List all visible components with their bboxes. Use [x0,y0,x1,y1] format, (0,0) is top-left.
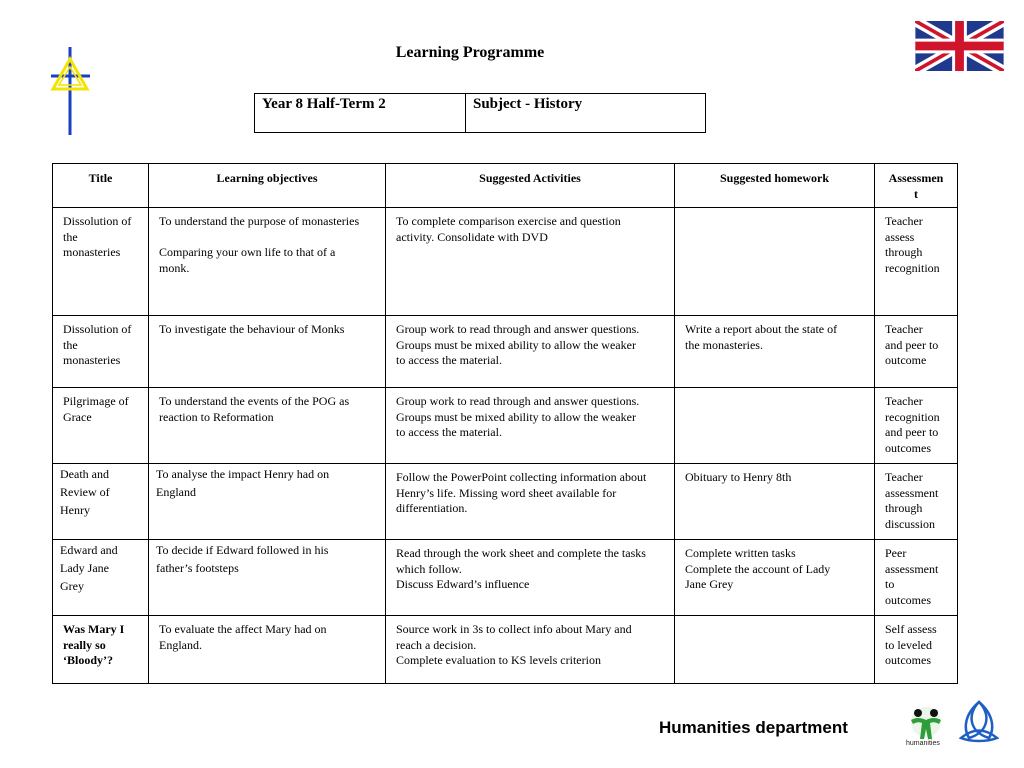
row-title: Dissolution of the monasteries [53,208,149,316]
row-assessment: Teacher recognition and peer to outcomes [875,388,958,464]
row-activities: Group work to read through and answer questions. Groups must be mixed ability to allow the weaker to access the material. [386,316,675,388]
table-row [53,464,958,540]
row-objectives: To analyse the impact Henry had on England [149,464,386,540]
row-assessment: Teacher assessment through discussion [875,464,958,540]
row-activities: To complete comparison exercise and question activity. Consolidate with DVD [386,208,675,316]
table-row [53,540,958,616]
column-header-assessment: Assessmen t [875,164,958,208]
trinity-knot-logo-icon [955,698,1003,744]
humanities-logo-label: humanities [906,740,940,747]
row-homework: Write a report about the state of the monasteries. [675,316,875,388]
department-footer: Humanities department [659,718,848,737]
row-objectives: To understand the events of the POG as reaction to Reformation [149,388,386,464]
table-row [53,316,958,388]
row-objectives: To decide if Edward followed in his father’s footsteps [149,540,386,616]
row-homework [675,208,875,316]
year-term-cell: Year 8 Half-Term 2 [255,94,466,133]
table-header-row [53,164,958,208]
row-activities: Source work in 3s to collect info about Mary and reach a decision. Complete evaluation to KS levels criterion [386,616,675,684]
row-activities: Read through the work sheet and complete the tasks which follow. Discuss Edward’s influence [386,540,675,616]
row-assessment: Teacher assess through recognition [875,208,958,316]
column-header-title: Title [53,164,149,208]
column-header-homework: Suggested homework [675,164,875,208]
row-homework [675,388,875,464]
learning-programme-table [52,163,958,684]
row-homework: Complete written tasks Complete the account of Lady Jane Grey [675,540,875,616]
row-title: Was Mary I really so ‘Bloody’? [53,616,149,684]
row-assessment: Peer assessment to outcomes [875,540,958,616]
row-title: Pilgrimage of Grace [53,388,149,464]
column-header-activities: Suggested Activities [386,164,675,208]
table-row [53,616,958,684]
row-title: Edward and Lady Jane Grey [53,540,149,616]
row-homework: Obituary to Henry 8th [675,464,875,540]
row-activities: Group work to read through and answer questions. Groups must be mixed ability to allow the weaker to access the material. [386,388,675,464]
row-objectives: To investigate the behaviour of Monks [149,316,386,388]
row-homework [675,616,875,684]
table-row [53,208,958,316]
row-title: Death and Review of Henry [53,464,149,540]
row-assessment: Teacher and peer to outcome [875,316,958,388]
page-title: Learning Programme [395,44,545,61]
row-objectives: To understand the purpose of monasteries Comparing your own life to that of a monk. [149,208,386,316]
subject-cell: Subject - History [466,94,706,133]
info-table [254,93,706,133]
row-activities: Follow the PowerPoint collecting information about Henry’s life. Missing word sheet available for differentiation. [386,464,675,540]
row-title: Dissolution of the monasteries [53,316,149,388]
row-assessment: Self assess to leveled outcomes [875,616,958,684]
row-objectives: To evaluate the affect Mary had on England. [149,616,386,684]
column-header-objectives: Learning objectives [149,164,386,208]
humanities-people-logo-icon [907,705,945,741]
table-row [53,388,958,464]
